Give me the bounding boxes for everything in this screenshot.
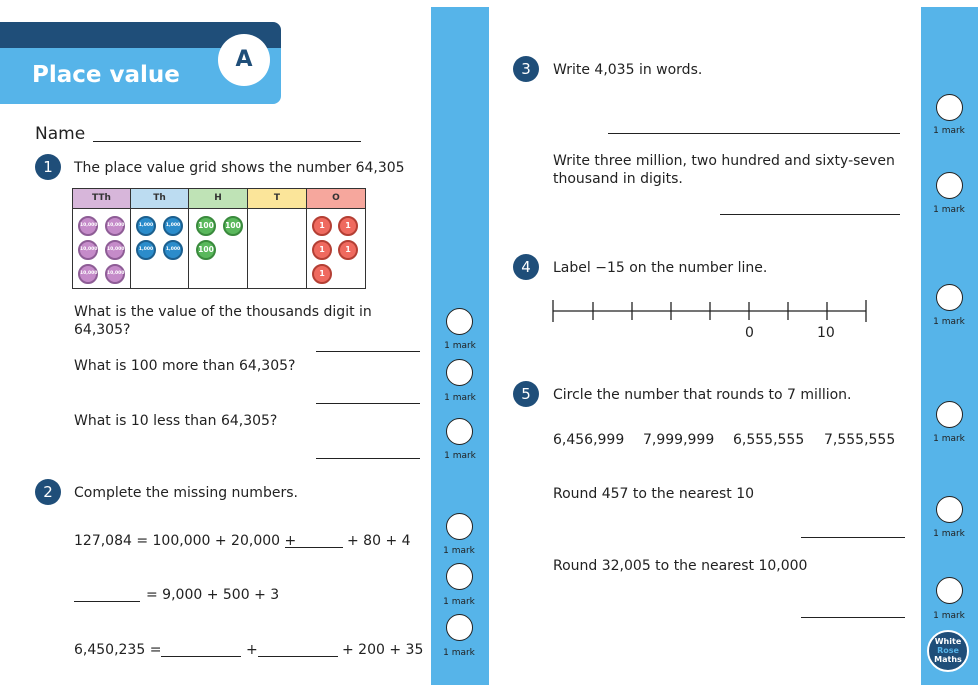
equation-3-right: + 200 + 35 — [342, 642, 424, 658]
mark-box-q5c[interactable] — [936, 577, 963, 604]
counter-ten-thousand: 10,000 — [105, 216, 125, 236]
rounding-option[interactable]: 7,555,555 — [824, 432, 896, 448]
question-5-number: 5 — [513, 381, 539, 407]
counter-thousand: 1,000 — [163, 216, 183, 236]
question-2-number: 2 — [35, 479, 61, 505]
mark-box-q3b[interactable] — [936, 172, 963, 199]
question-1c-answer-line[interactable] — [316, 458, 420, 459]
grid-header-o: O — [306, 188, 366, 209]
equation-1-right: + 80 + 4 — [347, 533, 411, 549]
name-label: Name — [35, 124, 86, 144]
counter-one: 1 — [312, 264, 332, 284]
question-2-prompt: Complete the missing numbers. — [74, 485, 298, 501]
question-1a-answer-line[interactable] — [316, 351, 420, 352]
question-4-number: 4 — [513, 254, 539, 280]
rounding-option[interactable]: 7,999,999 — [643, 432, 715, 448]
counter-thousand: 1,000 — [136, 240, 156, 260]
grid-header-t: T — [247, 188, 307, 209]
question-1c-text: What is 10 less than 64,305? — [74, 413, 278, 429]
question-5c-text: Round 32,005 to the nearest 10,000 — [553, 558, 808, 574]
equation-3-plus: + — [246, 642, 258, 658]
question-5b-answer-line[interactable] — [801, 537, 905, 538]
version-badge-letter: A — [235, 47, 253, 72]
counter-one: 1 — [338, 240, 358, 260]
counter-ten-thousand: 10,000 — [78, 216, 98, 236]
mark-label-q5a: 1 mark — [933, 434, 965, 444]
mark-label-q2a: 1 mark — [443, 546, 475, 556]
equation-3-blank-2[interactable] — [258, 656, 338, 657]
mark-label-q5b: 1 mark — [933, 529, 965, 539]
mark-label-q1b: 1 mark — [444, 393, 476, 403]
question-1-number: 1 — [35, 154, 61, 180]
mark-label-q4: 1 mark — [933, 317, 965, 327]
rounding-option[interactable]: 6,456,999 — [553, 432, 625, 448]
mark-box-q1c[interactable] — [446, 418, 473, 445]
mark-label-q2c: 1 mark — [443, 648, 475, 658]
equation-2-blank[interactable] — [74, 601, 140, 602]
page-title: Place value — [32, 62, 180, 88]
counter-ten-thousand: 10,000 — [105, 240, 125, 260]
counter-thousand: 1,000 — [136, 216, 156, 236]
version-badge — [218, 34, 270, 86]
header-banner — [0, 22, 281, 104]
mark-box-q5b[interactable] — [936, 496, 963, 523]
counter-hundred: 100 — [196, 240, 216, 260]
counter-hundred: 100 — [223, 216, 243, 236]
question-3b-answer-line[interactable] — [720, 214, 900, 215]
mark-box-q2a[interactable] — [446, 513, 473, 540]
mark-box-q5a[interactable] — [936, 401, 963, 428]
mark-label-q1c: 1 mark — [444, 451, 476, 461]
equation-2-text: = 9,000 + 500 + 3 — [146, 587, 280, 603]
mark-label-q5c: 1 mark — [933, 611, 965, 621]
counter-one: 1 — [338, 216, 358, 236]
equation-1-left: 127,084 = 100,000 + 20,000 + — [74, 533, 297, 549]
equation-3-left: 6,450,235 = — [74, 642, 162, 658]
rounding-option[interactable]: 6,555,555 — [733, 432, 805, 448]
question-5c-answer-line[interactable] — [801, 617, 905, 618]
mark-label-q1a: 1 mark — [444, 341, 476, 351]
number-line[interactable] — [548, 296, 870, 326]
grid-header-tth: TTh — [72, 188, 131, 209]
grid-cell-t — [247, 208, 307, 289]
question-3a-answer-line[interactable] — [608, 133, 900, 134]
mark-box-q4[interactable] — [936, 284, 963, 311]
name-input-line[interactable] — [93, 141, 361, 142]
grid-header-h: H — [188, 188, 248, 209]
mark-box-q1a[interactable] — [446, 308, 473, 335]
white-rose-maths-logo — [927, 630, 969, 672]
question-1a-text: What is the value of the thousands digit in 64,305? — [74, 304, 372, 338]
grid-header-th: Th — [130, 188, 189, 209]
question-3b-text: Write three million, two hundred and sixty-seven thousand in digits. — [553, 153, 895, 187]
number-line-label-10: 10 — [817, 325, 835, 341]
counter-one: 1 — [312, 240, 332, 260]
mark-box-q1b[interactable] — [446, 359, 473, 386]
mark-label-q2b: 1 mark — [443, 597, 475, 607]
question-5-prompt: Circle the number that rounds to 7 million. — [553, 387, 852, 403]
counter-ten-thousand: 10,000 — [78, 240, 98, 260]
question-5b-text: Round 457 to the nearest 10 — [553, 486, 755, 502]
question-1b-text: What is 100 more than 64,305? — [74, 358, 296, 374]
counter-one: 1 — [312, 216, 332, 236]
question-1b-answer-line[interactable] — [316, 403, 420, 404]
mark-box-q2b[interactable] — [446, 563, 473, 590]
place-value-grid — [72, 188, 366, 289]
mark-box-q3a[interactable] — [936, 94, 963, 121]
counter-hundred: 100 — [196, 216, 216, 236]
logo-line-3: Maths — [934, 655, 962, 664]
mark-label-q3a: 1 mark — [933, 126, 965, 136]
counter-thousand: 1,000 — [163, 240, 183, 260]
equation-1-blank[interactable] — [285, 547, 343, 548]
question-3-number: 3 — [513, 56, 539, 82]
equation-3-blank-1[interactable] — [161, 656, 241, 657]
question-4-prompt: Label −15 on the number line. — [553, 260, 768, 276]
logo-line-2: Rose — [937, 646, 959, 655]
question-3-prompt: Write 4,035 in words. — [553, 62, 703, 78]
logo-line-1: White — [934, 637, 962, 646]
mark-box-q2c[interactable] — [446, 614, 473, 641]
number-line-label-0: 0 — [745, 325, 754, 341]
question-1-prompt: The place value grid shows the number 64,305 — [74, 160, 405, 176]
mark-label-q3b: 1 mark — [933, 205, 965, 215]
counter-ten-thousand: 10,000 — [105, 264, 125, 284]
counter-ten-thousand: 10,000 — [78, 264, 98, 284]
